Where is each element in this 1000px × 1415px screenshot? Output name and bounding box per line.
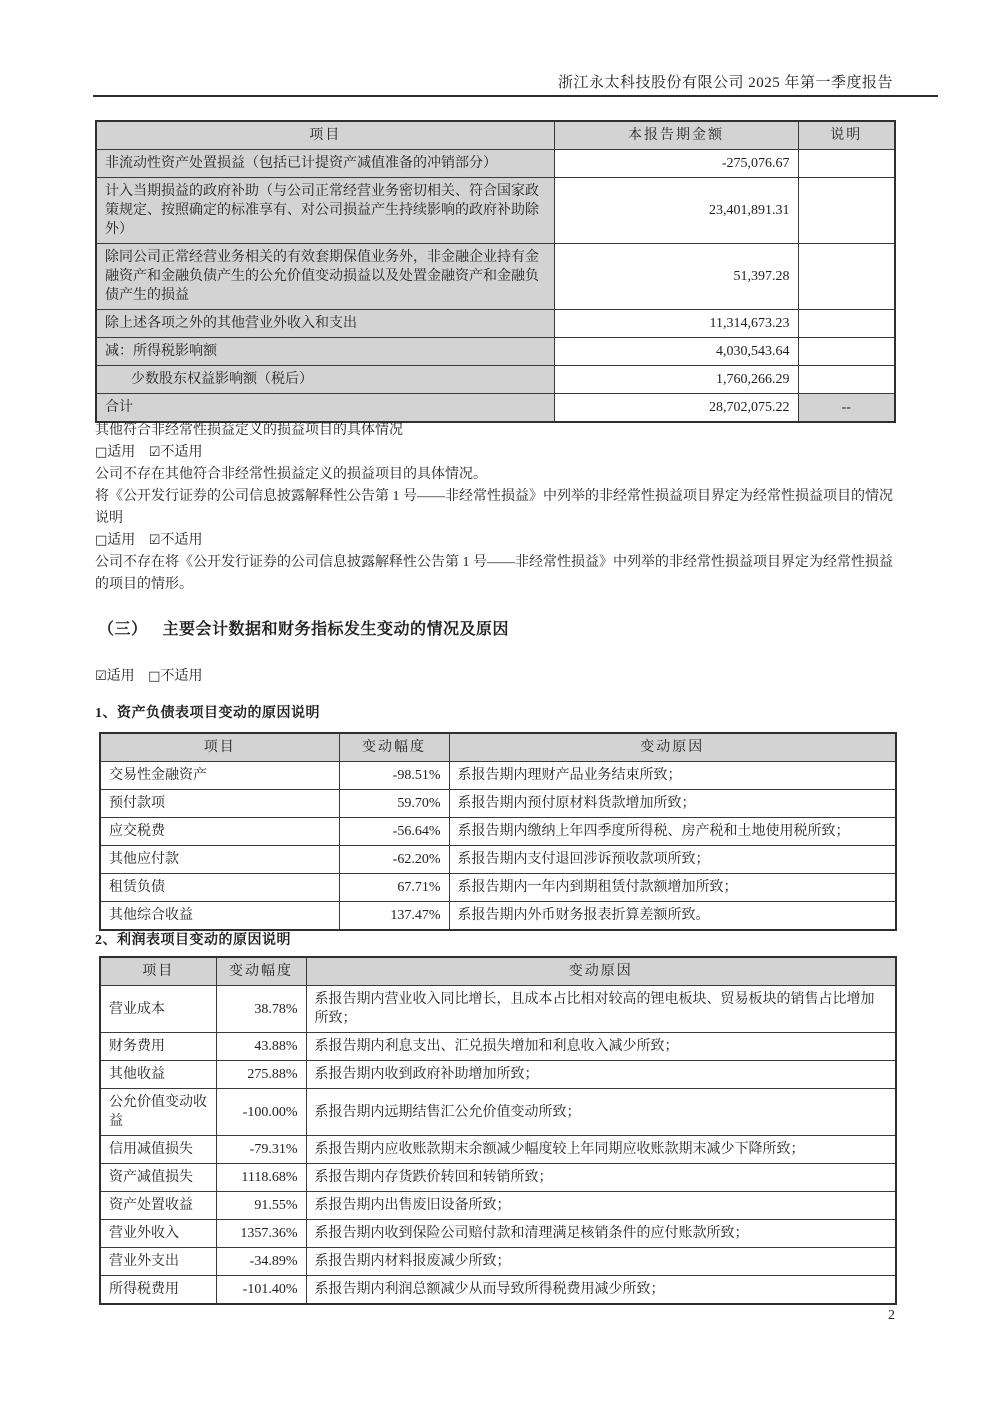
nonrecurring-items-table xyxy=(95,120,896,423)
table-row xyxy=(100,1061,896,1089)
change-percent-cell: 38.78% xyxy=(216,986,306,1033)
table-row xyxy=(100,1220,896,1248)
reason-cell: 系报告期内营业收入同比增长，且成本占比相对较高的锂电板块、贸易板块的销售占比增加所致； xyxy=(306,986,896,1033)
change-percent-cell: -79.31% xyxy=(216,1136,306,1164)
reason-cell: 系报告期内外币财务报表折算差额所致。 xyxy=(449,902,896,931)
note-cell xyxy=(798,366,895,394)
reason-cell: 系报告期内预付原材料货款增加所致； xyxy=(449,790,896,818)
reason-cell: 系报告期内一年内到期租赁付款额增加所致； xyxy=(449,874,896,902)
item-cell: 公允价值变动收益 xyxy=(100,1089,216,1136)
amount-cell: 1,760,266.29 xyxy=(554,366,798,394)
note-line: 公司不存在将《公开发行证券的公司信息披露解释性公告第 1 号——非经常性损益》中列举的非经常性损益项目界定为经常性损益的项目的情形。 xyxy=(95,555,893,592)
table-row xyxy=(100,1248,896,1276)
table-row xyxy=(100,1192,896,1220)
section-title: 主要会计数据和财务指标发生变动的情况及原因 xyxy=(162,621,510,638)
item-cell: 非流动性资产处置损益（包括已计提资产减值准备的冲销部分） xyxy=(96,150,554,178)
note-cell xyxy=(798,150,895,178)
table-header-row xyxy=(100,957,896,986)
item-cell: 其他综合收益 xyxy=(100,902,339,931)
applicability-label: 不适用 xyxy=(160,669,203,684)
table-row xyxy=(100,986,896,1033)
item-cell: 合计 xyxy=(96,394,554,423)
change-percent-cell: 59.70% xyxy=(339,790,449,818)
column-header-change: 变动幅度 xyxy=(339,733,449,762)
table-row xyxy=(96,366,895,394)
change-percent-cell: -62.20% xyxy=(339,846,449,874)
change-percent-cell: 275.88% xyxy=(216,1061,306,1089)
change-percent-cell: -101.40% xyxy=(216,1276,306,1305)
reason-cell: 系报告期内支付退回涉诉预收款项所致； xyxy=(449,846,896,874)
reason-cell: 系报告期内应收账款期末余额减少幅度较上年同期应收账款期末减少下降所致； xyxy=(306,1136,896,1164)
table-row xyxy=(100,762,896,790)
note-cell xyxy=(798,338,895,366)
applicability-label: 适用 xyxy=(106,669,135,684)
notes-block xyxy=(95,420,903,596)
table-row xyxy=(100,846,896,874)
reason-cell: 系报告期内存货跌价转回和转销所致； xyxy=(306,1164,896,1192)
table-row xyxy=(96,244,895,310)
reason-cell: 系报告期内利润总额减少从而导致所得税费用减少所致； xyxy=(306,1276,896,1305)
section-heading xyxy=(98,616,509,639)
item-cell: 营业外支出 xyxy=(100,1248,216,1276)
change-percent-cell: -98.51% xyxy=(339,762,449,790)
item-cell: 减：所得税影响额 xyxy=(96,338,554,366)
table-row xyxy=(100,1276,896,1305)
change-percent-cell: 43.88% xyxy=(216,1033,306,1061)
change-percent-cell: 91.55% xyxy=(216,1192,306,1220)
checkbox-unchecked-icon: □ xyxy=(148,669,161,684)
item-cell: 预付款项 xyxy=(100,790,339,818)
applicability-line xyxy=(95,442,903,464)
applicability-label: 适用 xyxy=(107,445,136,460)
header-divider xyxy=(93,95,938,97)
column-header-note: 说明 xyxy=(798,121,895,150)
reason-cell: 系报告期内材料报废减少所致； xyxy=(306,1248,896,1276)
checkbox-unchecked-icon: □ xyxy=(95,445,108,460)
item-cell: 资产处置收益 xyxy=(100,1192,216,1220)
change-percent-cell: 1357.36% xyxy=(216,1220,306,1248)
item-cell: 应交税费 xyxy=(100,818,339,846)
amount-cell: 28,702,075.22 xyxy=(554,394,798,423)
change-percent-cell: 1118.68% xyxy=(216,1164,306,1192)
balance-sheet-changes-table xyxy=(99,732,897,931)
table-row xyxy=(100,1136,896,1164)
income-statement-section-title: 2、利润表项目变动的原因说明 xyxy=(95,933,291,948)
checkbox-checked-icon: ☑ xyxy=(148,533,161,548)
checkbox-checked-icon: ☑ xyxy=(148,445,161,460)
reason-cell: 系报告期内理财产品业务结束所致； xyxy=(449,762,896,790)
column-header-reason: 变动原因 xyxy=(306,957,896,986)
applicability-line xyxy=(95,530,903,552)
column-header-amount: 本报告期金额 xyxy=(554,121,798,150)
item-cell: 资产减值损失 xyxy=(100,1164,216,1192)
column-header-change: 变动幅度 xyxy=(216,957,306,986)
note-cell xyxy=(798,244,895,310)
table-row xyxy=(100,1089,896,1136)
item-cell: 所得税费用 xyxy=(100,1276,216,1305)
item-cell: 其他收益 xyxy=(100,1061,216,1089)
table-row xyxy=(96,178,895,244)
balance-sheet-section-title: 1、资产负债表项目变动的原因说明 xyxy=(95,706,320,721)
section-number: （三） xyxy=(98,621,148,638)
note-line: 其他符合非经常性损益定义的损益项目的具体情况 xyxy=(95,423,403,438)
column-header-item: 项目 xyxy=(100,733,339,762)
amount-cell: -275,076.67 xyxy=(554,150,798,178)
checkbox-unchecked-icon: □ xyxy=(95,533,108,548)
reason-cell: 系报告期内收到政府补助增加所致； xyxy=(306,1061,896,1089)
table-row xyxy=(96,150,895,178)
change-percent-cell: -34.89% xyxy=(216,1248,306,1276)
table-row xyxy=(96,394,895,423)
item-cell: 财务费用 xyxy=(100,1033,216,1061)
amount-cell: 23,401,891.31 xyxy=(554,178,798,244)
applicability-label: 不适用 xyxy=(160,533,203,548)
table-header-row xyxy=(96,121,895,150)
change-percent-cell: 67.71% xyxy=(339,874,449,902)
item-cell: 其他应付款 xyxy=(100,846,339,874)
reason-cell: 系报告期内远期结售汇公允价值变动所致； xyxy=(306,1089,896,1136)
item-cell: 营业成本 xyxy=(100,986,216,1033)
column-header-reason: 变动原因 xyxy=(449,733,896,762)
item-cell: 除上述各项之外的其他营业外收入和支出 xyxy=(96,310,554,338)
amount-cell: 11,314,673.23 xyxy=(554,310,798,338)
applicability-label: 不适用 xyxy=(160,445,203,460)
table-row xyxy=(100,874,896,902)
column-header-item: 项目 xyxy=(100,957,216,986)
table-row xyxy=(100,790,896,818)
item-cell: 交易性金融资产 xyxy=(100,762,339,790)
item-cell: 信用减值损失 xyxy=(100,1136,216,1164)
amount-cell: 51,397.28 xyxy=(554,244,798,310)
applicability-line xyxy=(95,666,202,688)
reason-cell: 系报告期内收到保险公司赔付款和清理满足核销条件的应付账款所致； xyxy=(306,1220,896,1248)
item-cell: 少数股东权益影响额（税后） xyxy=(96,366,554,394)
table-header-row xyxy=(100,733,896,762)
item-cell: 租赁负债 xyxy=(100,874,339,902)
change-percent-cell: -56.64% xyxy=(339,818,449,846)
item-cell: 除同公司正常经营业务相关的有效套期保值业务外，非金融企业持有金融资产和金融负债产生的公允价值变动损益以及处置金融资产和金融负债产生的损益 xyxy=(96,244,554,310)
table-row xyxy=(100,1164,896,1192)
applicability-label: 适用 xyxy=(107,533,136,548)
change-percent-cell: 137.47% xyxy=(339,902,449,931)
note-cell: -- xyxy=(798,394,895,423)
table-row xyxy=(96,338,895,366)
note-cell xyxy=(798,178,895,244)
table-row xyxy=(96,310,895,338)
report-header-title: 浙江永太科技股份有限公司 2025 年第一季度报告 xyxy=(557,75,893,91)
income-statement-changes-table xyxy=(99,956,897,1305)
table-row xyxy=(100,902,896,931)
note-line: 将《公开发行证券的公司信息披露解释性公告第 1 号——非经常性损益》中列举的非经常性损益项目界定为经常性损益项目的情况说明 xyxy=(95,489,893,526)
reason-cell: 系报告期内利息支出、汇兑损失增加和利息收入减少所致； xyxy=(306,1033,896,1061)
item-cell: 计入当期损益的政府补助（与公司正常经营业务密切相关、符合国家政策规定、按照确定的标准享有、对公司损益产生持续影响的政府补助除外） xyxy=(96,178,554,244)
checkbox-checked-icon: ☑ xyxy=(95,669,107,684)
reason-cell: 系报告期内缴纳上年四季度所得税、房产税和土地使用税所致； xyxy=(449,818,896,846)
note-line: 公司不存在其他符合非经常性损益定义的损益项目的具体情况。 xyxy=(95,467,487,482)
table-row xyxy=(100,1033,896,1061)
change-percent-cell: -100.00% xyxy=(216,1089,306,1136)
reason-cell: 系报告期内出售废旧设备所致； xyxy=(306,1192,896,1220)
page-number: 2 xyxy=(888,1308,895,1323)
item-cell: 营业外收入 xyxy=(100,1220,216,1248)
note-cell xyxy=(798,310,895,338)
column-header-item: 项目 xyxy=(96,121,554,150)
table-row xyxy=(100,818,896,846)
amount-cell: 4,030,543.64 xyxy=(554,338,798,366)
